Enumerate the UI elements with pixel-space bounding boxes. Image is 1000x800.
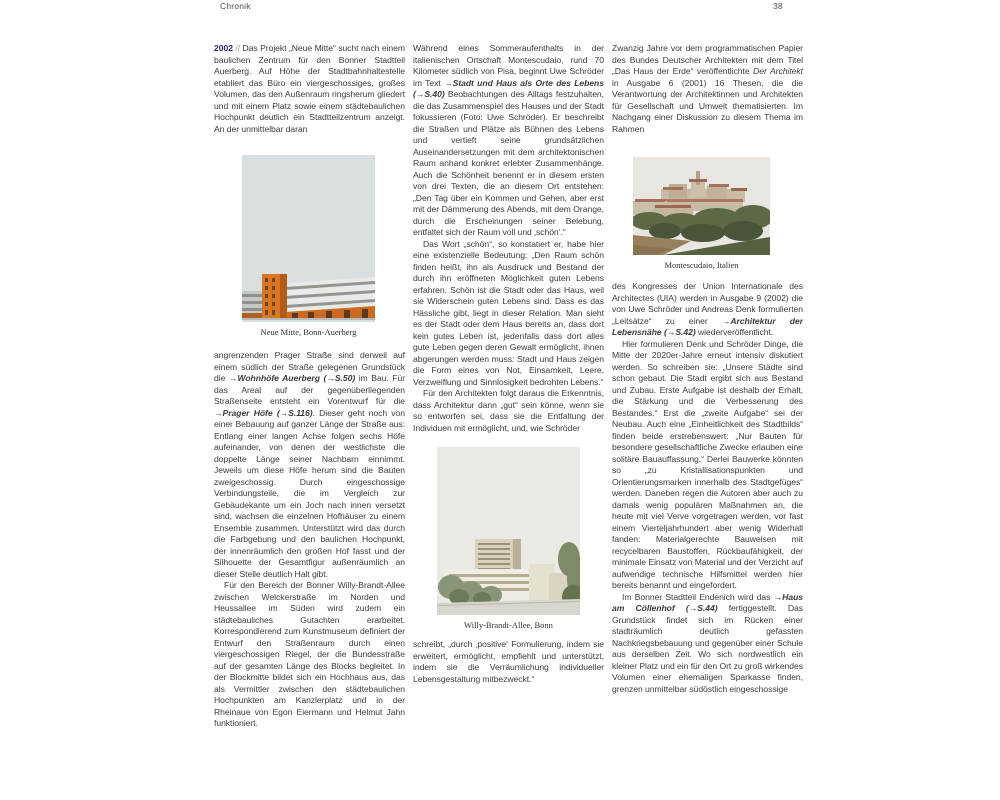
text-segment: Das Projekt „Neue Mitte“ sucht nach einem baulichen Zentrum für den Bonner Stadtteil Auerberg. Auf Höhe der Stadtbahnhaltestelle etabliert das Büro ein viergeschossiges, großes Volumen, das den Außenraum ringsherum gliedert und mit einem Platz sowie einem städtebaulichen Hochpunkt deutlich ein Stadtteilzentrum anzeigt. An der unmittelbar daran <box>214 43 405 134</box>
text-segment: Beobachtungen des Alltags festzuhalten, die das Zusammenspiel des Hauses und der Stadt fokussieren (Foto: Uwe Schröder). Er beschreibt die Straßen und Plätze als Bühnen des Lebens und vertieft seine grundsätzlichen Auseinandersetzungen mit dem architektonischen Raum anhand konkret erlebter Zusammenhänge. Auch die Schönheit benennt er in diesem ersten von drei Texten, die an diesem Ort entstehen: „Den Tag über ein Kommen und Gehen, aber erst mit der Dämmerung des Abends, mit dem Orange, durch die Erscheinungen seiner Belebung, entfaltet sich der Raum voll und ‚schön‘.“ <box>413 89 604 237</box>
figure-caption: Montescudaio, Italien <box>664 260 739 270</box>
text-segment: Hier formulieren Denk und Schröder Dinge, die Mitte der 2020er-Jahre erneut intensiv diskutiert werden. So schreiben sie: „Unsere Städte sind schon gebaut. Die Stadt ergibt sich aus Bestand und Zubau. Erste Aufgabe ist deshalb der Erhalt, die Stärkung und die Verbesserung des Bestandes.“ Erst die „zweite Aufgabe“ sei der Neubau. Auch eine „Einheitlichkeit des Stadtbilds“ finden beide erstrebenswert: „Nur Bauten für besondere gesellschaftliche Zwecke erlauben eine solitäre Bauauffassung.“ Derlei Bauwerke könnten so „zu Kristallisationspunkten und Orientierungsmarken innerhalb des Stadtgefüges“ werden. Daneben regen die Autoren aber auch zu damals wenig populären Maßnahmen an, die heute mit viel Verve vorgetragen werden, vor fast einem Vierteljahrhundert aber wenig Widerhall fanden: Materialgerechte Bauweisen mit recycelbaren Baustoffen, Rückbaufähigkeit, der minimale Einsatz von Material und der Verzicht auf aufwendige technische Hilfsmittel werden hier bereits benannt und eingefordert. <box>612 338 803 590</box>
page-number: 38 <box>773 1 783 11</box>
paragraph <box>214 43 405 135</box>
text-segment: 2002 <box>214 43 233 53</box>
text-segment: im Bau. Für das Areal auf der gegenüberliegenden Straßenseite entsteht ein Vorentwurf für die <box>214 373 405 406</box>
text-segment: Während eines Sommeraufenthalts in der italienischen Ortschaft Montescudaio, rund 70 Kilometer südlich von Pisa, beginnt Uwe Schröder im Text <box>413 43 604 88</box>
text-segment: Im Bonner Stadtteil Endenich wird das <box>622 591 774 602</box>
neue-mitte-rendering-image <box>242 155 375 322</box>
montescudaio-photo-image <box>633 157 770 255</box>
text-segment: Zwanzig Jahre vor dem programmatischen Papier des Bundes Deutscher Architekten mit dem Titel „Das Haus der Erde“ veröffentlichte <box>612 43 803 76</box>
text-columns <box>214 43 803 800</box>
text-segment: Das Wort „schön“, so konstatiert er, habe hier eine existenzielle Bedeutung: „Den Raum schön finden heißt, ihn als Ausdruck und Bestand der durch ihn eröffneten Möglichkeit guten Lebens erfahren. Schön ist die Stadt oder das Haus, weil sie Widerschein guten Lebens sind. Dass es das Hässliche gibt, liegt in dieser Relation. Man sieht es der Stadt oder dem Haus bereits an, dass dort kein gutes Leben ist, jedenfalls dass dort alles gute Leben gegen deren Gewalt ermöglicht, ihnen abgerungen werden muss: Stadt und Haus zeigen die Form eines von Not, Einsamkeit, Leere, Verzweiflung und Sinnlosigkeit bedrohten Lebens.“ <box>413 238 604 387</box>
text-segment: fertiggestellt. Das Grundstück findet sich im Rücken einer stadträumlich deutlich gefassten Nachkriegsbebauung und gegenüber einer Schule aus derselben Zeit. Wo sich nordwestlich ein kleiner Platz und ein für den Ort zu groß wirkendes Volumen einer ehemaligen Sparkasse finden, grenzen unmittelbar südöstlich eingeschossige <box>612 603 803 694</box>
page-reference: →Stadt und Haus als Orte des Lebens (→S.40) <box>413 77 604 99</box>
paragraph <box>413 639 604 685</box>
paragraph <box>413 43 604 239</box>
paragraph <box>214 350 405 580</box>
willy-brandt-allee-rendering-image <box>437 447 580 615</box>
paragraph <box>612 281 803 339</box>
text-segment: des Kongresses der Union Internationale des Architectes (UIA) werden in Ausgabe 9 (2002) die von Uwe Schröder und Andreas Denk formulierten „Leitsätze“ zu einer <box>612 281 803 326</box>
column-3 <box>612 43 803 800</box>
text-segment: in Ausgabe 6 (2001) 16 Thesen, die die Verantwortung der Architektinnen und Architekten für Gesellschaft und Umwelt thematisierten. Im Nachgang einer Diskussion zu diesem Thema im Rahmen <box>612 77 803 134</box>
paragraph <box>612 592 803 696</box>
paragraph <box>612 43 803 135</box>
text-segment: . Dieser geht noch von einer Bebauung auf ganzer Länge der Straße aus: Entlang einer langen Achse folgen sechs Höfe aufeinander, von denen der westlichste die doppelte Länge seiner Nachbarn einnimmt. Jeweils um diese Höfe herum sind die Bauten zweigeschossig. Durch eingeschossige Verbindungsteile, die im Vergleich zur Gebäudekante um ein Joch nach innen versetzt sind, wachsen die einzelnen Hofhäuser zu einem Ensemble zusammen. Unterstützt wird das durch die Farbgebung und den baulichen Hochpunkt, der innenräumlich den großen Hof fasst und der Silhouette der Gesamtfigur außenräumlich an dieser Stelle deutlich Halt gibt. <box>214 407 405 579</box>
column-2 <box>413 43 604 800</box>
paragraph <box>214 580 405 730</box>
page-section-title: Chronik <box>220 1 251 11</box>
column-1 <box>214 43 405 800</box>
text-segment: Für den Architekten folgt daraus die Erkenntnis, dass Architektur dann „gut“ sein könne, wenn sie so entworfen sei, dass sie die Entfaltung der Individuen mit ermöglicht, und, wie Schröder <box>413 388 604 433</box>
page-reference: →Prager Höfe (→S.116) <box>214 407 313 418</box>
text-segment: schreibt, „durch ‚positive‘ Formulierung, indem sie erweitert, ermöglicht, empfiehlt und unterstützt, indem sie die Verräumlichung individueller Lebensgestaltung mitbezweckt.“ <box>413 639 604 684</box>
text-segment: angrenzenden Prager Straße sind derweil auf einem südlich der Straße gelegenen Grundstück die <box>214 350 405 383</box>
page-reference: →Wohnhöfe Auerberg (→S.50) <box>228 373 356 383</box>
figure-caption: Neue Mitte, Bonn-Auerberg <box>260 327 357 337</box>
text-segment: wiederveröffentlicht. <box>695 327 774 337</box>
paragraph <box>413 388 604 434</box>
paragraph <box>612 339 803 592</box>
text-segment: // <box>232 43 243 53</box>
figure-caption: Willy-Brandt-Allee, Bonn <box>464 620 553 630</box>
text-segment: Der Architekt <box>753 66 803 76</box>
paragraph <box>413 239 604 389</box>
text-segment: Für den Bereich der Bonner Willy-Brandt-Allee zwischen Welckerstraße im Norden und Heussallee im Süden wird zudem ein städtebauliches Gutachten erarbeitet. Korrespondierend zum Kunstmuseum definiert der Entwurf den Straßenraum durch einen viergeschossigen Riegel, der die Bundesstraße auf der gesamten Länge des Blocks begleitet. In der Blockmitte bildet sich ein Hochhaus aus, das als Vermittler zwischen den städtebaulichen Hochpunkten am Kanzlerplatz und in der Rheinaue von Egon Eiermann und Helmut Jahn funktioniert. <box>214 580 405 728</box>
figure-willy-brandt-allee <box>437 447 580 630</box>
figure-neue-mitte <box>242 155 375 337</box>
figure-montescudaio <box>633 157 770 270</box>
page-reference: →Haus am Cöllenhof (→S.44) <box>612 591 803 613</box>
page-reference: →Architektur der Lebensnähe (→S.42) <box>612 315 803 337</box>
